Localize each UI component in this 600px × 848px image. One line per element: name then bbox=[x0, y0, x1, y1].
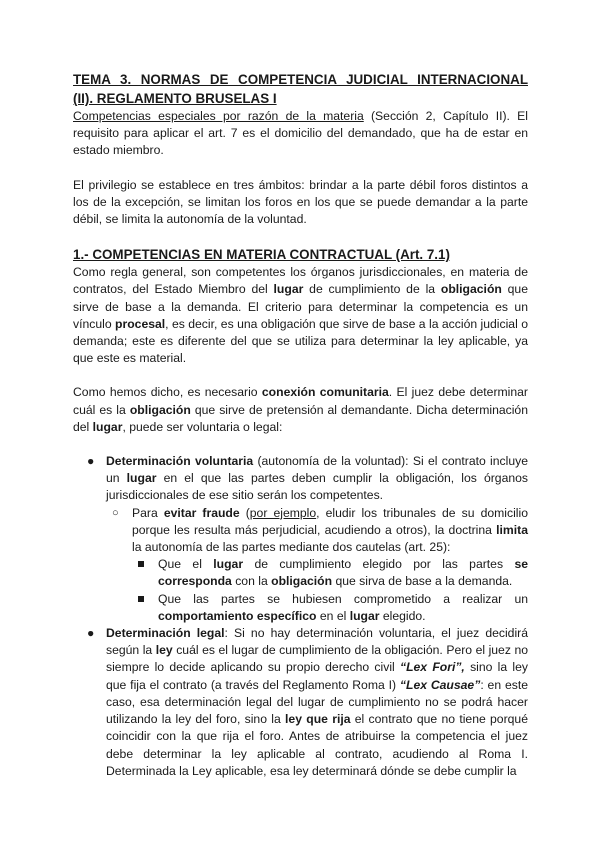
contract-paragraph: Como regla general, son competentes los órganos jurisdiccionales, en materia de contratos, del Estado Miembro del lugar de cumplimiento de la obligación que sirve de base a la demanda. El criterio para determinar la competencia es un vínculo procesal, es decir, es una obligación que sirve de base a la acción judicial o demanda; este es diferente del que se utiliza para determinar la ley aplicable, ya que este es material. bbox=[73, 265, 528, 366]
section-heading: 1.- COMPETENCIAS EN MATERIA CONTRACTUAL (Art. 7.1) bbox=[73, 247, 450, 263]
circle-bullet-icon: ○ bbox=[112, 506, 119, 519]
bullet-icon: ● bbox=[87, 626, 95, 641]
intro-underlined: Competencias especiales por razón de la materia bbox=[73, 109, 364, 123]
list-item-voluntaria: ● Determinación voluntaria (autonomía de la voluntad): Si el contrato incluye un lugar en el que las partes deben cumplir la obligación, los órganos jurisdiccionales de ese sitio serán los competentes. ○ Para evitar fraude (por ejemplo, eludir los tribunales de su domicilio porque les resulta más perjudicial, acudiendo a otros), la doctrina limita la autonomía de las partes mediante dos cautelas (art. 25): Que el lugar de cumplimiento elegido por las partes se corresponda con la obligación que sirva de base a la demanda. Que las partes se hubiesen comprometido a realizar un comportamiento específico en el lugar elegido. bbox=[73, 453, 528, 625]
list-subitem-fraude: ○ Para evitar fraude (por ejemplo, eludir los tribunales de su domicilio porque les resulta más perjudicial, acudiendo a otros), la doctrina limita la autonomía de las partes mediante dos cautelas (art. 25): Que el lugar de cumplimiento elegido por las partes se corresponda con la obligación que sirva de base a la demanda. Que las partes se hubiesen comprometido a realizar un comportamiento específico en el lugar elegido. bbox=[106, 505, 528, 625]
intro-paragraph: Competencias especiales por razón de la materia (Sección 2, Capítulo II). El requisito para aplicar el art. 7 es el domicilio del demandado, que ha de estar en estado miembro. bbox=[73, 109, 528, 158]
page-title bbox=[73, 70, 528, 108]
title-line-2: (II). REGLAMENTO BRUSELAS I bbox=[73, 91, 277, 106]
square-bullet-icon bbox=[138, 561, 144, 567]
square-bullet-icon bbox=[138, 596, 144, 602]
bullet-icon: ● bbox=[87, 454, 95, 469]
title-line-1: TEMA 3. NORMAS DE COMPETENCIA JUDICIAL INTERNACIONAL bbox=[73, 72, 528, 87]
determination-list bbox=[73, 453, 528, 780]
list-subsubitem-cautela-2: Que las partes se hubiesen comprometido a realizar un comportamiento específico en el lugar elegido. bbox=[132, 591, 528, 625]
list-subsubitem-cautela-1: Que el lugar de cumplimiento elegido por las partes se corresponda con la obligación que sirva de base a la demanda. bbox=[132, 556, 528, 590]
list-item-legal: ● Determinación legal: Si no hay determinación voluntaria, el juez decidirá según la ley cuál es el lugar de cumplimiento de la obligación. Pero el juez no siempre lo decide aplicando su propio derecho civil “Lex Fori”, sino la ley que fija el contrato (a través del Reglamento Roma I) “Lex Causae”: en este caso, esa determinación legal del lugar de cumplimiento no se podrá hacer utilizando la ley del foro, sino la ley que rija el contrato que no tiene porqué coincidir con la que rija el foro. Antes de atribuirse la competencia el juez debe determinar la ley aplicable al contrato, acudiendo al Roma I. Determinada la Ley aplicable, esa ley determinará dónde se debe cumplir la bbox=[87, 626, 528, 778]
connection-paragraph: Como hemos dicho, es necesario conexión comunitaria. El juez debe determinar cuál es la obligación que sirve de pretensión al demandante. Dicha determinación del lugar, puede ser voluntaria o legal: bbox=[73, 385, 528, 434]
privilege-paragraph: El privilegio se establece en tres ámbitos: brindar a la parte débil foros distintos a los de la excepción, se limitan los foros en los que se puede demandar a la parte débil, se limita la autonomía de la voluntad. bbox=[73, 177, 528, 227]
